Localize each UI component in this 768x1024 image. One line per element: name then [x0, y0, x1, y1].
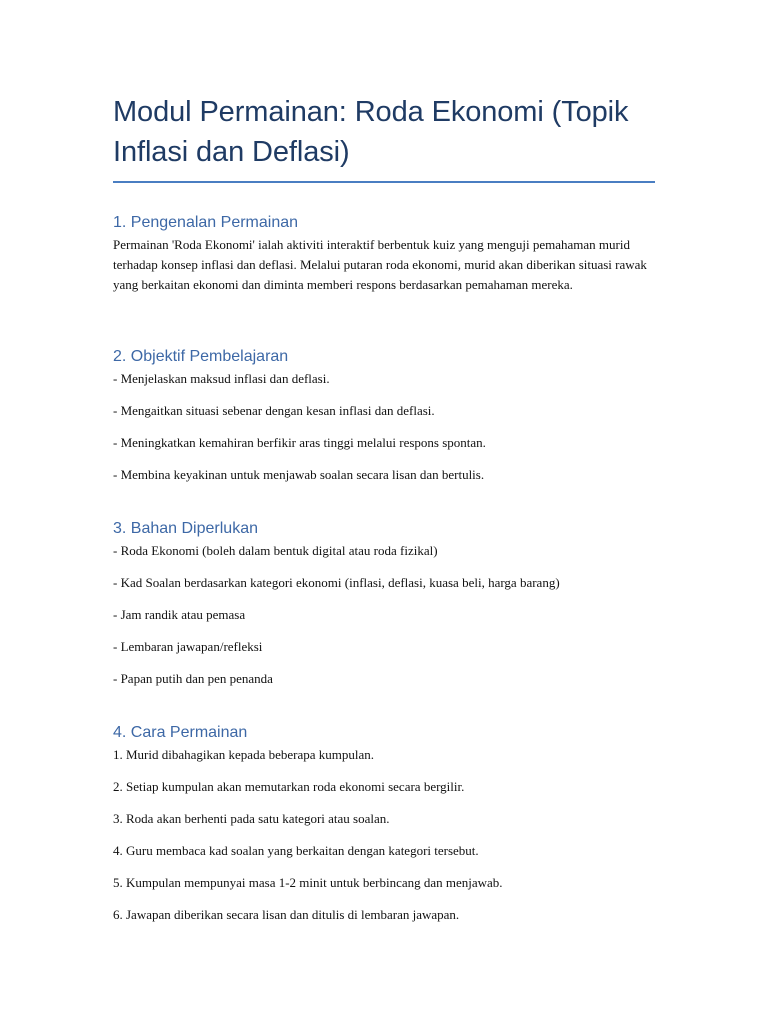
section-how-to-play	[113, 723, 655, 925]
list-item: - Kad Soalan berdasarkan kategori ekonomi (inflasi, deflasi, kuasa beli, harga barang)	[113, 575, 560, 590]
document-content	[113, 92, 655, 922]
section-objectives	[113, 347, 655, 485]
list-item: 1. Murid dibahagikan kepada beberapa kumpulan.	[113, 747, 374, 762]
section-introduction	[113, 213, 655, 295]
list-item: 6. Jawapan diberikan secara lisan dan ditulis di lembaran jawapan.	[113, 907, 460, 922]
list-item: 5. Kumpulan mempunyai masa 1-2 minit untuk berbincang dan menjawab.	[113, 875, 503, 890]
section-heading: 4. Cara Permainan	[113, 724, 248, 741]
section-materials	[113, 519, 655, 689]
list-item: - Lembaran jawapan/refleksi	[113, 639, 263, 654]
section-heading: 1. Pengenalan Permainan	[113, 214, 299, 231]
list-item: - Menjelaskan maksud inflasi dan deflasi.	[113, 371, 330, 386]
objectives-list	[113, 369, 655, 485]
list-item: - Mengaitkan situasi sebenar dengan kesan inflasi dan deflasi.	[113, 403, 435, 418]
list-item: - Jam randik atau pemasa	[113, 607, 246, 622]
list-item: 2. Setiap kumpulan akan memutarkan roda ekonomi secara bergilir.	[113, 779, 465, 794]
steps-list	[113, 745, 655, 925]
list-item: - Roda Ekonomi (boleh dalam bentuk digital atau roda fizikal)	[113, 543, 438, 558]
section-heading: 2. Objektif Pembelajaran	[113, 348, 289, 365]
section-paragraph: Permainan 'Roda Ekonomi' ialah aktiviti interaktif berbentuk kuiz yang menguji pemahaman murid terhadap konsep inflasi dan deflasi. Melalui putaran roda ekonomi, murid akan diberikan situasi rawak yang berkaitan ekonomi dan diminta memberi respons berdasarkan pemahaman mereka.	[113, 237, 647, 292]
section-heading: 3. Bahan Diperlukan	[113, 520, 258, 537]
list-item: - Meningkatkan kemahiran berfikir aras tinggi melalui respons spontan.	[113, 435, 486, 450]
list-item: 4. Guru membaca kad soalan yang berkaitan dengan kategori tersebut.	[113, 843, 479, 858]
list-item: - Papan putih dan pen penanda	[113, 671, 273, 686]
materials-list	[113, 541, 655, 689]
list-item: - Membina keyakinan untuk menjawab soalan secara lisan dan bertulis.	[113, 467, 485, 482]
list-item: 3. Roda akan berhenti pada satu kategori atau soalan.	[113, 811, 390, 826]
document-title: Modul Permainan: Roda Ekonomi (Topik Inflasi dan Deflasi)	[113, 96, 629, 168]
title-divider	[113, 181, 655, 183]
